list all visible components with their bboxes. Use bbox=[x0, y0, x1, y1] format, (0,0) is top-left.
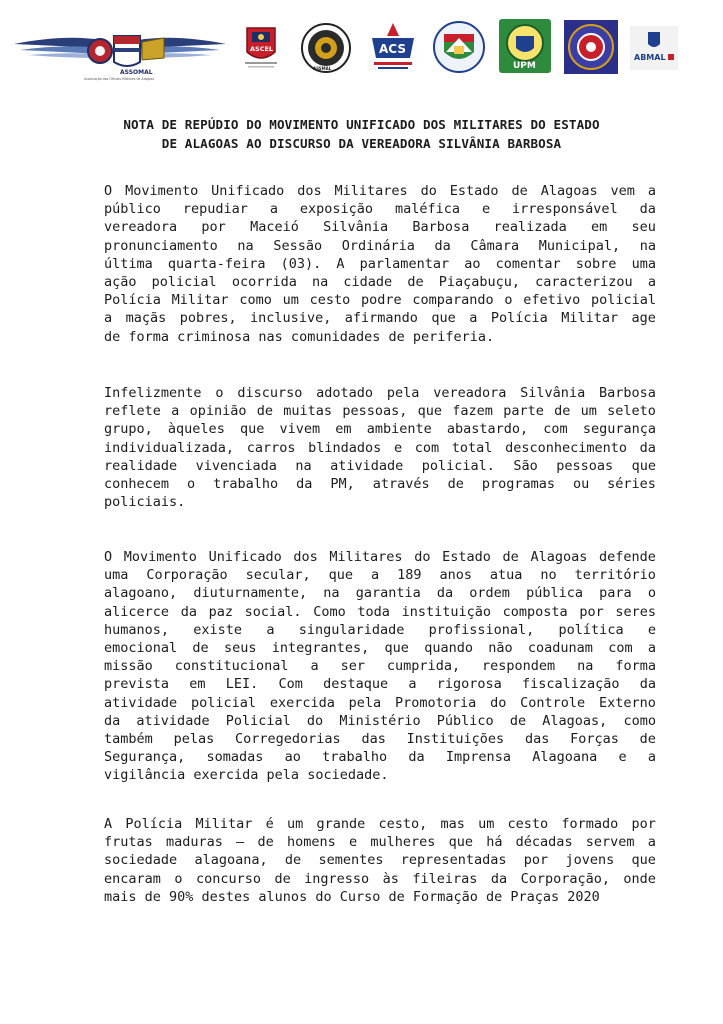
paragraph-line: Segurança, somadas ao trabalho da Imprensa Alagoana e a bbox=[104, 749, 656, 766]
paragraph-line: O Movimento Unificado dos Militares do Estado de Alagoas vem a bbox=[104, 183, 656, 199]
paragraph-line: alicerce da paz social. Como toda instituição composta por seres bbox=[104, 603, 656, 620]
paragraph-line: atividade policial exercida pela Promotoria do Controle Externo bbox=[104, 694, 656, 711]
title-line: DE ALAGOAS AO DISCURSO DA VEREADORA SILVÂNIA BARBOSA bbox=[161, 136, 562, 151]
paragraph-line: policiais. bbox=[104, 494, 186, 511]
paragraph-3 bbox=[104, 548, 656, 785]
paragraph-line: a maçãs pobres, inclusive, afirmando que a Polícia Militar age bbox=[104, 310, 656, 327]
paragraph-line: Polícia Militar como um cesto podre comparando o efetivo policial bbox=[104, 292, 656, 309]
navy-badge-logo bbox=[564, 20, 618, 74]
paragraph-line: de forma criminosa nas comunidades de periferia. bbox=[104, 328, 495, 345]
paragraph-line: prevista em LEI. Com destaque a rigorosa fiscalização da bbox=[104, 676, 656, 693]
title-line: NOTA DE REPÚDIO DO MOVIMENTO UNIFICADO DOS MILITARES DO ESTADO bbox=[123, 117, 600, 132]
upm-logo-text: UPM bbox=[513, 61, 536, 71]
paragraph-line: encaram o concurso de ingresso às fileiras da Corporação, onde bbox=[104, 870, 656, 887]
paragraph-line: vigilância exercida pela sociedade. bbox=[104, 767, 389, 784]
military-seal-logo bbox=[300, 22, 352, 74]
paragraph-line: uma Corporação secular, que a 189 anos atua no território bbox=[104, 567, 656, 584]
paragraph-line: missão constitucional a ser cumprida, respondem na forma bbox=[104, 658, 656, 675]
municipal-shield-logo bbox=[432, 20, 486, 74]
page-title bbox=[60, 115, 663, 153]
acs-logo bbox=[366, 20, 420, 74]
paragraph-line: reflete a opinião de muitas pessoas, que fazem parte de um seleto bbox=[104, 403, 656, 420]
paragraph-line: grupo, àqueles que vivem em ambiente abastardo, com segurança bbox=[104, 421, 656, 438]
paragraph-line: humanos, existe a singularidade profissional, política e bbox=[104, 621, 656, 638]
paragraph-line: conhecem o trabalho da PM, através de programas ou séries bbox=[104, 476, 656, 493]
paragraph-line: da atividade Policial do Ministério Público de Alagoas, como bbox=[104, 712, 656, 729]
paragraph-line: Infelizmente o discurso adotado pela vereadora Silvânia Barbosa bbox=[104, 385, 656, 401]
paragraph-4 bbox=[104, 815, 656, 906]
paragraph-line: realidade vivenciada na atividade policial. São pessoas que bbox=[104, 457, 656, 474]
assomal-logo bbox=[14, 22, 226, 81]
paragraph-line: emocional de seus integrantes, que quando não coadunam com a bbox=[104, 640, 656, 657]
ascel-logo-text: ASCEL bbox=[250, 45, 274, 53]
paragraph-line: A Polícia Militar é um grande cesto, mas um cesto formado por bbox=[104, 816, 656, 832]
paragraph-line: última quarta-feira (03). A parlamentar ao comentar sobre uma bbox=[104, 255, 656, 272]
paragraph-line: também pelas Corregedorias das Instituições das Forças de bbox=[104, 731, 656, 748]
paragraph-2 bbox=[104, 384, 656, 511]
acs-logo-text: ACS bbox=[379, 42, 406, 56]
paragraph-line: mais de 90% destes alunos do Curso de Formação de Praças 2020 bbox=[104, 888, 600, 905]
paragraph-line: individualizada, carros blindados e com total desconhecimento da bbox=[104, 439, 656, 456]
paragraph-line: ação policial ocorrida na cidade de Piaçabuçu, caracterizou a bbox=[104, 274, 656, 291]
paragraph-line: pronunciamento na Sessão Ordinária da Câmara Municipal, na bbox=[104, 237, 656, 254]
paragraph-line: vereadora por Maceió Silvânia Barbosa realizada em seu bbox=[104, 219, 656, 236]
abmal-logo-text: ABMAL bbox=[634, 53, 666, 62]
paragraph-1 bbox=[104, 182, 656, 346]
ascel-logo bbox=[244, 26, 278, 70]
assomal-logo-caption: Associação dos Oficiais Militares de Alagoas bbox=[84, 77, 155, 81]
assomal-logo-text: ASSOMAL bbox=[120, 69, 153, 76]
abmal-logo bbox=[630, 26, 678, 70]
paragraph-line: O Movimento Unificado dos Militares do Estado de Alagoas defende bbox=[104, 549, 656, 565]
paragraph-line: alagoano, diuturnamente, na garantia da ordem pública para o bbox=[104, 585, 656, 602]
paragraph-line: frutas maduras – de homens e mulheres que há décadas servem a bbox=[104, 834, 656, 851]
paragraph-line: público repudiar a exposição maléfica e irresponsável da bbox=[104, 201, 656, 218]
seal-logo-text: ASSMAL bbox=[313, 66, 332, 71]
header-logo-bar bbox=[0, 14, 723, 84]
paragraph-line: sociedade alagoana, de sementes representadas por jovens que bbox=[104, 852, 656, 869]
upm-logo bbox=[498, 18, 552, 74]
